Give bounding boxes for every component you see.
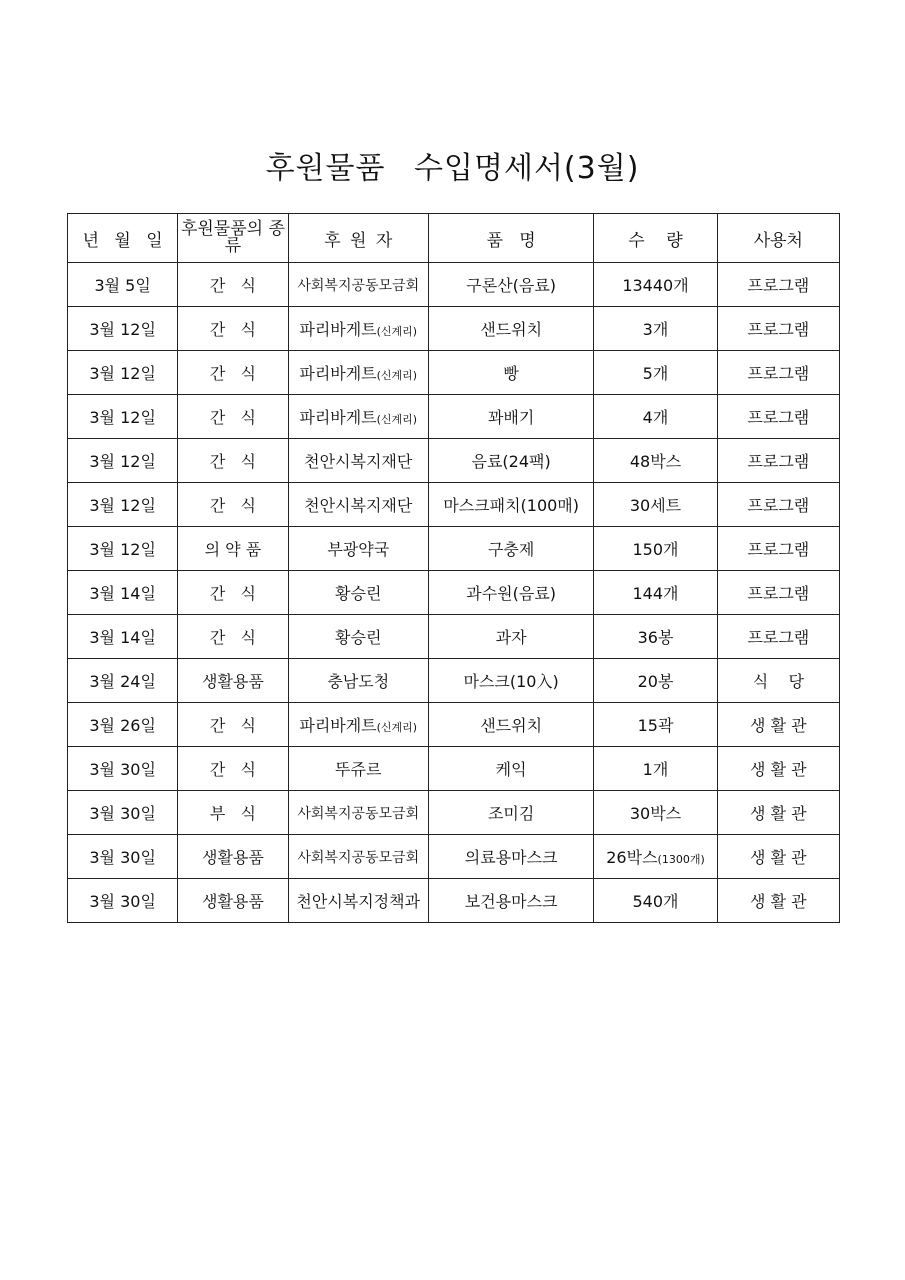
cell-kind xyxy=(178,483,288,527)
cell-use xyxy=(717,659,839,703)
cell-use xyxy=(717,351,839,395)
cell-donor-note: (신계리) xyxy=(376,325,418,338)
cell-use xyxy=(717,747,839,791)
cell-kind-text: 간 식 xyxy=(209,584,256,603)
table-row xyxy=(68,263,840,307)
cell-use-text: 생 활 관 xyxy=(750,848,807,867)
cell-donor-note: (신계리) xyxy=(376,369,418,382)
table-row xyxy=(68,351,840,395)
cell-donor xyxy=(288,263,428,307)
cell-kind xyxy=(178,395,288,439)
cell-kind xyxy=(178,659,288,703)
cell-use xyxy=(717,263,839,307)
cell-date xyxy=(68,747,178,791)
cell-qty-text: 150개 xyxy=(632,540,679,559)
cell-item xyxy=(428,571,593,615)
cell-kind xyxy=(178,263,288,307)
header-kind: 후원물품의 종류 xyxy=(178,214,288,263)
table-row xyxy=(68,439,840,483)
cell-use-text: 프로그램 xyxy=(747,540,810,559)
cell-donor xyxy=(288,483,428,527)
cell-qty xyxy=(594,439,717,483)
cell-date xyxy=(68,527,178,571)
cell-donor-text: 사회복지공동모금회 xyxy=(297,277,420,294)
cell-qty xyxy=(594,395,717,439)
cell-use xyxy=(717,571,839,615)
cell-use xyxy=(717,835,839,879)
cell-item-text: 과자 xyxy=(495,628,527,647)
cell-donor-text: 파리바게트 xyxy=(299,716,377,735)
cell-date xyxy=(68,703,178,747)
cell-donor xyxy=(288,879,428,923)
cell-qty xyxy=(594,615,717,659)
cell-item xyxy=(428,879,593,923)
cell-date-text: 3월 24일 xyxy=(89,672,156,691)
cell-donor-text: 부광약국 xyxy=(327,540,390,559)
cell-date-text: 3월 30일 xyxy=(89,892,156,911)
cell-item xyxy=(428,703,593,747)
cell-kind xyxy=(178,439,288,483)
cell-qty xyxy=(594,835,717,879)
cell-use xyxy=(717,439,839,483)
cell-donor xyxy=(288,835,428,879)
table-row xyxy=(68,835,840,879)
cell-donor-text: 천안시복지재단 xyxy=(304,496,413,515)
cell-donor xyxy=(288,351,428,395)
table-row xyxy=(68,659,840,703)
cell-qty xyxy=(594,747,717,791)
cell-item xyxy=(428,307,593,351)
cell-item-text: 과수원(음료) xyxy=(466,584,557,603)
cell-donor xyxy=(288,615,428,659)
cell-date xyxy=(68,307,178,351)
cell-kind xyxy=(178,615,288,659)
cell-date xyxy=(68,571,178,615)
cell-donor-text: 충남도청 xyxy=(327,672,390,691)
cell-qty-text: 48박스 xyxy=(629,452,682,471)
cell-item-text: 구론산(음료) xyxy=(466,276,557,295)
cell-date xyxy=(68,659,178,703)
cell-item xyxy=(428,659,593,703)
cell-donor-text: 천안시복지재단 xyxy=(304,452,413,471)
cell-qty xyxy=(594,527,717,571)
cell-donor-text: 파리바게트 xyxy=(299,364,377,383)
page-title: 후원물품 수입명세서(3월) xyxy=(265,151,640,186)
cell-item-text: 음료(24팩) xyxy=(471,452,551,471)
cell-date xyxy=(68,439,178,483)
cell-date xyxy=(68,351,178,395)
cell-kind xyxy=(178,571,288,615)
cell-date-text: 3월 30일 xyxy=(89,760,156,779)
cell-use-text: 프로그램 xyxy=(747,276,810,295)
cell-qty xyxy=(594,791,717,835)
cell-donor-note: (신계리) xyxy=(376,413,418,426)
cell-date xyxy=(68,879,178,923)
cell-qty-text: 30세트 xyxy=(629,496,682,515)
cell-kind xyxy=(178,879,288,923)
cell-date-text: 3월 12일 xyxy=(89,320,156,339)
cell-qty-text: 15곽 xyxy=(637,716,674,735)
table-row xyxy=(68,747,840,791)
cell-item-text: 마스크패치(100매) xyxy=(443,496,580,515)
cell-item xyxy=(428,527,593,571)
cell-kind-text: 간 식 xyxy=(209,760,256,779)
cell-date-text: 3월 12일 xyxy=(89,364,156,383)
cell-use-text: 프로그램 xyxy=(747,628,810,647)
cell-use xyxy=(717,307,839,351)
cell-item-text: 빵 xyxy=(503,364,519,383)
cell-item xyxy=(428,351,593,395)
cell-qty-text: 26박스 xyxy=(606,848,658,867)
cell-kind xyxy=(178,703,288,747)
cell-donor-text: 사회복지공동모금회 xyxy=(297,849,420,866)
cell-qty-text: 36봉 xyxy=(637,628,674,647)
cell-date-text: 3월 12일 xyxy=(89,452,156,471)
cell-date xyxy=(68,483,178,527)
cell-donor xyxy=(288,703,428,747)
cell-item xyxy=(428,615,593,659)
cell-kind-text: 간 식 xyxy=(209,716,256,735)
cell-kind-text: 간 식 xyxy=(209,364,256,383)
cell-qty xyxy=(594,659,717,703)
cell-donor xyxy=(288,307,428,351)
cell-qty-note: (1300개) xyxy=(657,853,705,866)
cell-date-text: 3월 26일 xyxy=(89,716,156,735)
cell-date xyxy=(68,835,178,879)
cell-use-text: 생 활 관 xyxy=(750,892,807,911)
cell-item-text: 조미김 xyxy=(487,804,535,823)
cell-kind xyxy=(178,307,288,351)
cell-date-text: 3월 14일 xyxy=(89,628,156,647)
cell-kind xyxy=(178,747,288,791)
header-use: 사용처 xyxy=(717,214,839,263)
cell-use-text: 프로그램 xyxy=(747,320,810,339)
cell-date-text: 3월 30일 xyxy=(89,848,156,867)
cell-qty-text: 5개 xyxy=(642,364,669,383)
cell-date-text: 3월 12일 xyxy=(89,540,156,559)
cell-use-text: 식 당 xyxy=(752,672,804,691)
header-item: 품 명 xyxy=(428,214,593,263)
cell-item xyxy=(428,835,593,879)
table-row xyxy=(68,879,840,923)
cell-item-text: 마스크(10入) xyxy=(463,672,559,691)
cell-item-text: 구충제 xyxy=(487,540,535,559)
cell-qty-text: 30박스 xyxy=(629,804,682,823)
header-donor: 후 원 자 xyxy=(288,214,428,263)
cell-use-text: 프로그램 xyxy=(747,452,810,471)
cell-kind-text: 간 식 xyxy=(209,408,256,427)
cell-donor xyxy=(288,747,428,791)
cell-qty-text: 4개 xyxy=(642,408,669,427)
cell-kind-text: 의 약 품 xyxy=(204,540,262,559)
cell-kind-text: 부 식 xyxy=(209,804,256,823)
cell-item-text: 케익 xyxy=(495,760,527,779)
cell-use-text: 생 활 관 xyxy=(750,804,807,823)
cell-kind xyxy=(178,835,288,879)
cell-item xyxy=(428,483,593,527)
cell-donor xyxy=(288,659,428,703)
cell-item xyxy=(428,747,593,791)
cell-item xyxy=(428,439,593,483)
cell-use xyxy=(717,395,839,439)
cell-donor-text: 황승린 xyxy=(335,628,382,647)
cell-qty-text: 20봉 xyxy=(637,672,674,691)
table-row xyxy=(68,527,840,571)
cell-donor xyxy=(288,571,428,615)
cell-donor xyxy=(288,395,428,439)
cell-item-text: 샌드위치 xyxy=(480,320,543,339)
cell-date-text: 3월 12일 xyxy=(89,408,156,427)
table-row xyxy=(68,483,840,527)
table-row xyxy=(68,615,840,659)
cell-date-text: 3월 5일 xyxy=(94,276,151,295)
cell-kind-text: 간 식 xyxy=(209,320,256,339)
cell-use-text: 생 활 관 xyxy=(750,716,807,735)
cell-kind xyxy=(178,527,288,571)
cell-item xyxy=(428,395,593,439)
cell-qty xyxy=(594,307,717,351)
cell-qty xyxy=(594,571,717,615)
cell-date-text: 3월 12일 xyxy=(89,496,156,515)
cell-kind xyxy=(178,791,288,835)
table-row xyxy=(68,791,840,835)
cell-qty xyxy=(594,351,717,395)
cell-qty-text: 540개 xyxy=(632,892,679,911)
cell-qty xyxy=(594,483,717,527)
header-qty: 수 량 xyxy=(594,214,717,263)
cell-use xyxy=(717,703,839,747)
cell-donor xyxy=(288,439,428,483)
cell-use xyxy=(717,879,839,923)
cell-kind-text: 간 식 xyxy=(209,452,256,471)
ledger-body xyxy=(68,263,840,923)
cell-item-text: 의료용마스크 xyxy=(464,848,558,867)
cell-item xyxy=(428,791,593,835)
cell-kind-text: 생활용품 xyxy=(202,848,264,867)
cell-donor xyxy=(288,791,428,835)
cell-qty-text: 3개 xyxy=(642,320,669,339)
cell-qty xyxy=(594,703,717,747)
table-row xyxy=(68,703,840,747)
cell-use-text: 생 활 관 xyxy=(750,760,807,779)
cell-kind-text: 간 식 xyxy=(209,628,256,647)
cell-use-text: 프로그램 xyxy=(747,496,810,515)
cell-item-text: 샌드위치 xyxy=(480,716,543,735)
cell-donor-text: 뚜쥬르 xyxy=(335,760,382,779)
cell-qty xyxy=(594,879,717,923)
table-row xyxy=(68,307,840,351)
cell-date xyxy=(68,615,178,659)
cell-kind-text: 생활용품 xyxy=(202,672,264,691)
cell-donor-note: (신계리) xyxy=(376,721,418,734)
header-row xyxy=(68,214,840,263)
cell-use xyxy=(717,791,839,835)
cell-donor-text: 천안시복지정책과 xyxy=(296,892,421,911)
cell-date xyxy=(68,263,178,307)
cell-use xyxy=(717,615,839,659)
cell-item-text: 보건용마스크 xyxy=(464,892,558,911)
cell-use xyxy=(717,483,839,527)
cell-item-text: 꽈배기 xyxy=(487,408,535,427)
cell-date-text: 3월 14일 xyxy=(89,584,156,603)
cell-use-text: 프로그램 xyxy=(747,584,810,603)
cell-use-text: 프로그램 xyxy=(747,364,810,383)
cell-qty-text: 144개 xyxy=(632,584,679,603)
table-row xyxy=(68,571,840,615)
cell-date-text: 3월 30일 xyxy=(89,804,156,823)
table-row xyxy=(68,395,840,439)
cell-use-text: 프로그램 xyxy=(747,408,810,427)
cell-qty-text: 13440개 xyxy=(622,276,689,295)
cell-donor-text: 파리바게트 xyxy=(299,408,377,427)
cell-item xyxy=(428,263,593,307)
cell-date xyxy=(68,395,178,439)
cell-donor-text: 황승린 xyxy=(335,584,382,603)
cell-kind xyxy=(178,351,288,395)
cell-donor-text: 사회복지공동모금회 xyxy=(297,805,420,822)
cell-kind-text: 간 식 xyxy=(209,496,256,515)
cell-kind-text: 생활용품 xyxy=(202,892,264,911)
cell-qty-text: 1개 xyxy=(642,760,669,779)
cell-donor xyxy=(288,527,428,571)
donation-ledger-table xyxy=(67,213,840,923)
cell-date xyxy=(68,791,178,835)
cell-kind-text: 간 식 xyxy=(209,276,256,295)
cell-use xyxy=(717,527,839,571)
cell-donor-text: 파리바게트 xyxy=(299,320,377,339)
header-date: 년 월 일 xyxy=(68,214,178,263)
cell-qty xyxy=(594,263,717,307)
